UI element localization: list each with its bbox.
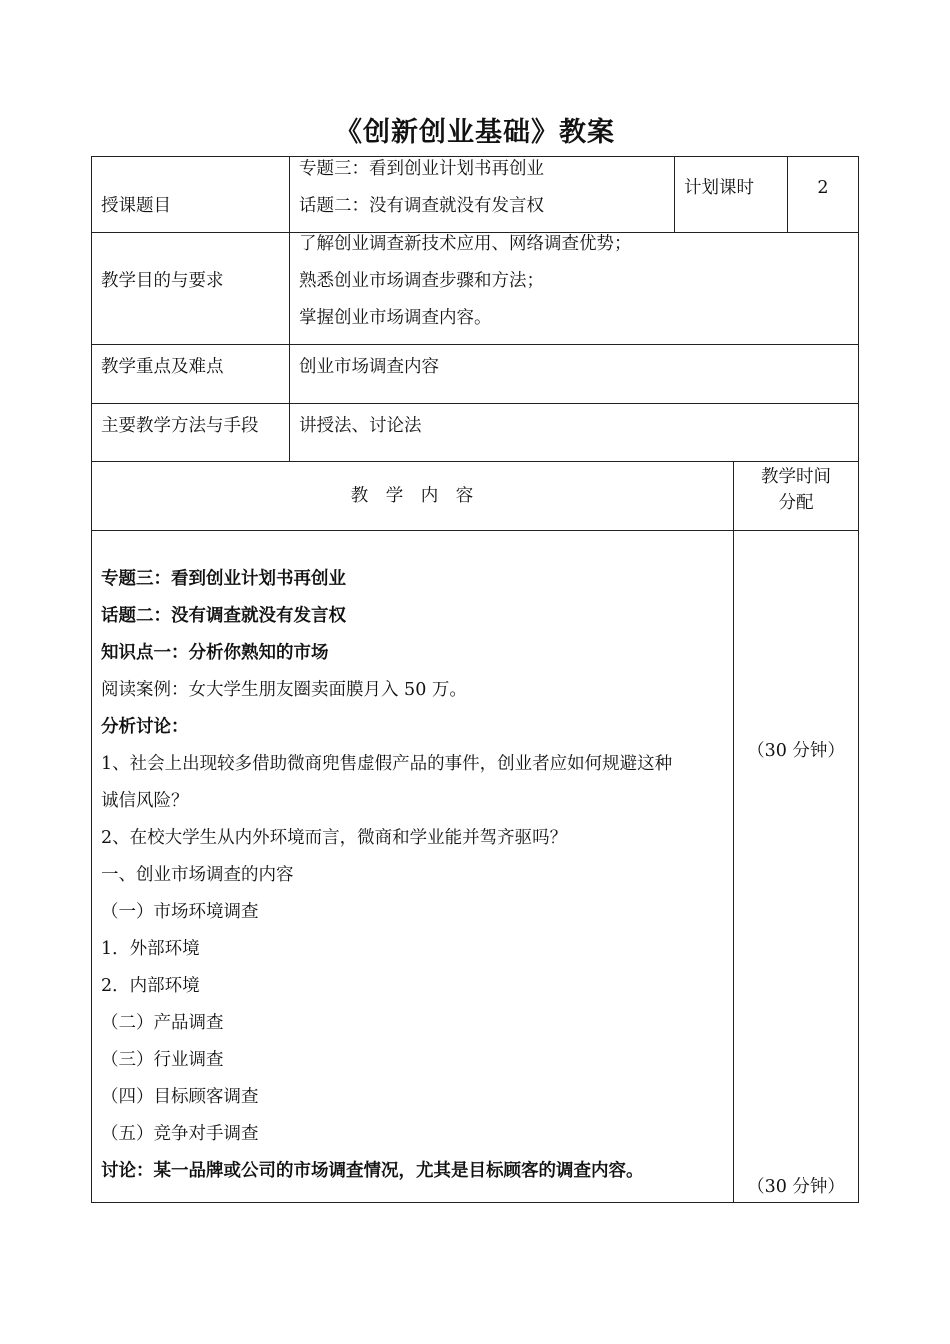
content-line: （三）行业调查: [101, 1050, 224, 1070]
content-line: 一、创业市场调查的内容: [101, 865, 294, 885]
content-line: 诚信风险？: [101, 791, 189, 811]
table-border: [674, 156, 675, 233]
objective-line: 掌握创业市场调查内容。: [299, 308, 492, 328]
objective-line: 了解创业调查新技术应用、网络调查优势；: [299, 234, 632, 254]
time-column-header: [734, 464, 858, 516]
content-line: 1．外部环境: [101, 939, 200, 959]
key-points-value: 创业市场调查内容: [299, 357, 439, 377]
objectives-value: [299, 226, 632, 337]
table-border: [91, 530, 859, 531]
table-border: [91, 156, 92, 1203]
table-border: [858, 156, 859, 1203]
discussion-heading: 分析讨论：: [101, 717, 189, 737]
content-body: [101, 561, 672, 1190]
time-allocation: （30 分钟）: [747, 1177, 845, 1197]
objectives-label: 教学目的与要求: [101, 271, 224, 291]
content-line: 2、在校大学生从内外环境而言，微商和学业能并驾齐驱吗？: [101, 828, 568, 848]
document-title: 《创新创业基础》教案: [335, 117, 615, 148]
content-line: （二）产品调查: [101, 1013, 224, 1033]
topic-value: [299, 151, 544, 225]
time-allocation: （30 分钟）: [747, 741, 845, 761]
topic-line: 专题三：看到创业计划书再创业: [299, 159, 544, 179]
case-reading: 阅读案例：女大学生朋友圈卖面膜月入 50 万。: [101, 680, 467, 700]
key-points-label: 教学重点及难点: [101, 357, 224, 377]
content-line: （五）竞争对手调查: [101, 1124, 259, 1144]
content-line: （一）市场环境调查: [101, 902, 259, 922]
table-border: [733, 461, 734, 1203]
discussion-line: 讨论：某一品牌或公司的市场调查情况，尤其是目标顾客的调查内容。: [101, 1161, 644, 1181]
table-border: [91, 403, 859, 404]
table-border: [91, 344, 859, 345]
content-column-header: 教 学 内 容: [350, 486, 474, 506]
content-line: （四）目标顾客调查: [101, 1087, 259, 1107]
knowledge-point-heading: 知识点一：分析你熟知的市场: [101, 643, 329, 663]
content-line: 1、社会上出现较多借助微商兜售虚假产品的事件，创业者应如何规避这种: [101, 754, 673, 774]
methods-label: 主要教学方法与手段: [101, 416, 259, 436]
table-border: [289, 156, 290, 462]
topic-label: 授课题目: [101, 196, 171, 216]
time-header-line: 分配: [778, 493, 814, 513]
objective-line: 熟悉创业市场调查步骤和方法；: [299, 271, 544, 291]
table-border: [91, 461, 859, 462]
time-header-line: 教学时间: [761, 467, 831, 487]
topic-heading: 专题三：看到创业计划书再创业: [101, 569, 346, 589]
methods-value: 讲授法、讨论法: [299, 416, 422, 436]
content-line: 2．内部环境: [101, 976, 200, 996]
subtopic-heading: 话题二：没有调查就没有发言权: [101, 606, 346, 626]
planned-hours-label: 计划课时: [684, 178, 754, 198]
topic-line: 话题二：没有调查就没有发言权: [299, 196, 544, 216]
planned-hours-value: 2: [817, 178, 829, 198]
lesson-plan-table: [91, 156, 859, 1203]
